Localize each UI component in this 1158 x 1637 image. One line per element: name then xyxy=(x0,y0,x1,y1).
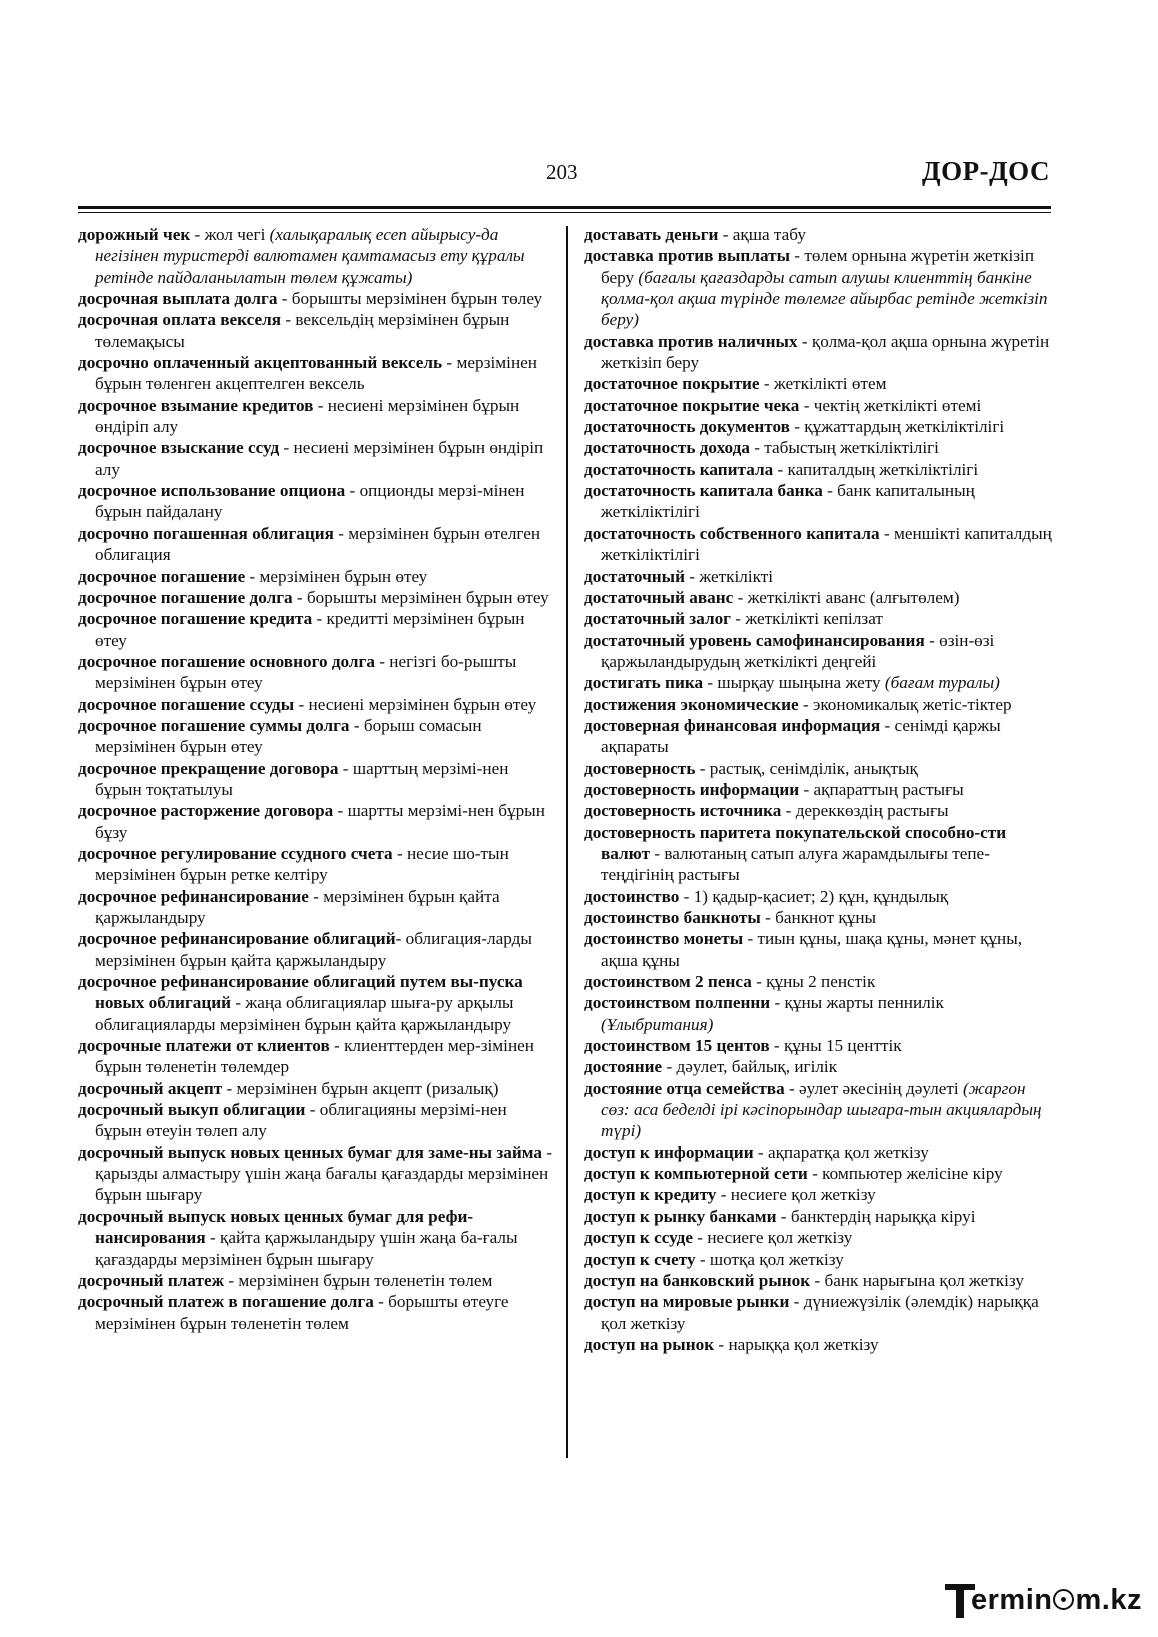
entry-definition: борышты мерзімінен бұрын өтеу xyxy=(306,587,549,607)
dictionary-entry xyxy=(584,608,1054,629)
entry-definition: қайта қаржыландыру үшін жаңа ба-ғалы қағаздарды мерзімінен бұрын шығару xyxy=(95,1228,518,1269)
entry-definition: сенімді қаржы ақпараты xyxy=(601,715,1001,757)
entry-definition: табыстың жеткіліктілігі xyxy=(764,438,939,458)
dictionary-entry xyxy=(78,309,552,352)
logo-text xyxy=(971,1584,1142,1617)
entry-term: достоинство xyxy=(584,886,680,906)
dictionary-entry xyxy=(584,1056,1054,1077)
entry-definition: шартты мерзімі-нен бұрын бұзу xyxy=(95,801,545,842)
entry-separator: - xyxy=(703,673,718,693)
entry-separator: - xyxy=(790,246,805,266)
entry-definition: несиеге қол жеткізу xyxy=(730,1185,876,1205)
dictionary-entry xyxy=(584,822,1054,886)
dictionary-entry xyxy=(584,779,1054,800)
entry-separator: - xyxy=(731,609,746,629)
entry-term: доступ к информации xyxy=(584,1142,754,1162)
entry-separator: - xyxy=(679,886,694,906)
entry-separator: - xyxy=(797,331,812,351)
entry-definition: растық, сенімділік, анықтық xyxy=(709,758,918,778)
entry-separator: - xyxy=(693,1228,708,1248)
dictionary-entry xyxy=(78,566,552,587)
entry-separator: - xyxy=(349,715,364,735)
entry-definition: мерзімінен бұрын төленген акцептелген вексель xyxy=(95,353,537,394)
entry-definition: дереккөздің растығы xyxy=(795,801,949,821)
entry-separator: - xyxy=(333,523,349,543)
entry-separator: - xyxy=(313,395,328,415)
entry-definition: дүниежүзілік (әлемдік) нарыққа қол жеткізу xyxy=(601,1292,1039,1333)
entry-term: досрочное рефинансирование облигаций путем вы-пуска новых облигаций xyxy=(78,972,523,1013)
entry-separator: - xyxy=(781,801,796,821)
entry-separator: - xyxy=(305,1100,320,1120)
entry-note: (бағам туралы) xyxy=(884,673,1000,693)
entry-separator: - xyxy=(338,758,353,778)
dictionary-entry xyxy=(584,245,1054,330)
entry-definition: құны 15 центтік xyxy=(783,1036,902,1056)
entry-separator: - xyxy=(770,993,785,1013)
entry-separator: - xyxy=(392,843,407,863)
entry-term: достоверность информации xyxy=(584,779,800,799)
entry-term: досрочный акцепт xyxy=(78,1078,223,1098)
left-column xyxy=(78,224,552,1334)
entry-definition: облигацияны мерзімі-нен бұрын өтеуін төлеп алу xyxy=(95,1100,507,1141)
entry-separator: - xyxy=(231,993,246,1013)
entry-definition: тиын құны, шақа құны, мәнет құны, ақша құны xyxy=(601,929,1023,970)
dictionary-entry xyxy=(78,694,552,715)
entry-definition: мерзімінен бұрын акцепт (ризалық) xyxy=(236,1078,499,1098)
entry-separator: - xyxy=(294,694,309,714)
dictionary-entry xyxy=(584,1291,1054,1334)
entry-term: доставка против выплаты xyxy=(584,246,790,266)
entry-term: дорожный чек xyxy=(78,225,191,244)
entry-separator: - xyxy=(312,609,327,629)
dictionary-entry xyxy=(584,1163,1054,1184)
entry-definition: экономикалық жетіс-тіктер xyxy=(812,694,1012,714)
dictionary-entry xyxy=(584,672,1054,693)
entry-separator: - xyxy=(880,715,895,735)
entry-separator: - xyxy=(292,587,307,607)
entry-separator: - xyxy=(773,459,788,479)
entry-term: досрочное погашение xyxy=(78,566,246,586)
entry-definition: несиені мерзімінен бұрын өндіріп алу xyxy=(95,438,544,479)
entry-separator: - xyxy=(695,758,710,778)
dictionary-entry xyxy=(584,971,1054,992)
entry-separator: - xyxy=(718,225,733,244)
entry-definition: дәулет, байлық, игілік xyxy=(676,1057,838,1077)
entry-definition: шырқау шыңына жету xyxy=(717,673,885,693)
dictionary-entry xyxy=(584,1206,1054,1227)
entry-term: досрочное погашение ссуды xyxy=(78,694,295,714)
column-divider xyxy=(566,226,568,1458)
dictionary-entry xyxy=(78,608,552,651)
page-number: 203 xyxy=(546,160,578,184)
entry-term: достоинством полпенни xyxy=(584,993,771,1013)
dictionary-entry xyxy=(78,352,552,395)
dictionary-entry xyxy=(584,480,1054,523)
entry-definition: ақша табу xyxy=(732,225,806,244)
dictionary-entry xyxy=(584,373,1054,394)
dictionary-entry xyxy=(584,694,1054,715)
dictionary-entry xyxy=(584,1035,1054,1056)
entry-separator: - xyxy=(650,843,665,863)
dictionary-entry xyxy=(78,1142,552,1206)
entry-term: досрочное рефинансирование облигаций xyxy=(78,929,396,949)
entry-term: досрочная оплата векселя xyxy=(78,310,282,330)
right-column xyxy=(584,224,1054,1355)
entry-term: достоинством 2 пенса xyxy=(584,972,752,992)
entry-term: доступ к рынку банками xyxy=(584,1206,777,1226)
entry-term: досрочное регулирование ссудного счета xyxy=(78,843,393,863)
site-logo[interactable] xyxy=(945,1578,1145,1628)
entry-separator: - xyxy=(395,929,406,949)
entry-definition: өзін-өзі қаржыландырудың жеткілікті деңгейі xyxy=(601,630,995,671)
entry-separator: - xyxy=(759,374,774,394)
dictionary-entry xyxy=(584,395,1054,416)
entry-separator: - xyxy=(374,651,390,671)
dictionary-entry xyxy=(78,1099,552,1142)
dictionary-entry xyxy=(584,758,1054,779)
dictionary-entry xyxy=(78,928,552,971)
dictionary-entry xyxy=(584,1142,1054,1163)
dictionary-entry xyxy=(78,480,552,523)
entry-separator: - xyxy=(662,1057,677,1077)
entry-definition: несиені мерзімінен бұрын өтеу xyxy=(308,694,537,714)
dictionary-entry xyxy=(78,1206,552,1270)
dictionary-entry xyxy=(78,288,552,309)
dictionary-entry xyxy=(584,523,1054,566)
entry-term: достаточность дохода xyxy=(584,438,750,458)
entry-separator: - xyxy=(245,566,260,586)
entry-separator: - xyxy=(716,1185,731,1205)
dictionary-entry xyxy=(584,800,1054,821)
dictionary-entry xyxy=(584,715,1054,758)
dictionary-entry xyxy=(584,224,1054,245)
entry-note: (жаргон сөз: аса беделді ірі кәсіпорындар шығара-тын акциялардың түрі) xyxy=(601,1078,1042,1141)
entry-term: достаточное покрытие чека xyxy=(584,395,800,415)
entry-separator: - xyxy=(685,566,700,586)
dictionary-entry xyxy=(584,437,1054,458)
entry-definition: мерзімінен бұрын өтелген облигация xyxy=(95,523,541,565)
dictionary-entry xyxy=(584,566,1054,587)
dictionary-entry xyxy=(78,523,552,566)
entry-separator: - xyxy=(205,1228,220,1248)
dictionary-entry xyxy=(78,715,552,758)
entry-term: досрочное взымание кредитов xyxy=(78,395,314,415)
entry-separator: - xyxy=(879,523,894,543)
entry-separator: - xyxy=(277,289,292,309)
dictionary-entry xyxy=(584,1227,1054,1248)
entry-definition: әулет әкесінің дәулеті xyxy=(799,1078,963,1098)
entry-term: достаточность капитала банка xyxy=(584,481,823,501)
entry-definition: жол чегі xyxy=(204,225,270,244)
entry-term: досрочное погашение кредита xyxy=(78,609,313,629)
dictionary-entry xyxy=(78,1035,552,1078)
entry-term: доступ на мировые рынки xyxy=(584,1292,790,1312)
dictionary-entry xyxy=(78,1291,552,1334)
entry-term: досрочный платеж xyxy=(78,1270,225,1290)
entry-term: досрочное погашение суммы долга xyxy=(78,715,350,735)
entry-definition: ақпараттың растығы xyxy=(813,779,964,799)
entry-term: доступ к ссуде xyxy=(584,1228,693,1248)
entry-term: досрочное прекращение договора xyxy=(78,758,339,778)
entry-term: досрочное расторжение договора xyxy=(78,801,334,821)
entry-term: досрочный выпуск новых ценных бумаг для заме-ны займа xyxy=(78,1142,542,1162)
entry-term: достаточность капитала xyxy=(584,459,774,479)
entry-separator: - xyxy=(714,1334,729,1354)
entry-definition: валютаның сатып алуға жарамдылығы тепе-теңдігінің растығы xyxy=(601,843,990,885)
entry-definition: кредитті мерзімінен бұрын өтеу xyxy=(95,609,525,650)
entry-separator: - xyxy=(924,630,940,650)
header-rule xyxy=(78,206,1051,209)
entry-definition: облигация-ларды мерзімінен бұрын қайта қаржыландыру xyxy=(95,929,532,970)
entry-term: досрочные платежи от клиентов xyxy=(78,1036,330,1056)
entry-separator: - xyxy=(799,395,814,415)
entry-separator: - xyxy=(789,417,805,437)
dictionary-entry xyxy=(584,1270,1054,1291)
entry-definition: несиеге қол жеткізу xyxy=(707,1228,853,1248)
entry-term: достоинство банкноты xyxy=(584,908,761,927)
entry-term: досрочное взыскание ссуд xyxy=(78,438,280,458)
dictionary-entry xyxy=(584,1184,1054,1205)
entry-definition: мерзімінен бұрын төленетін төлем xyxy=(238,1270,493,1290)
entry-definition: төлем орнына жүретін жеткізіп беру xyxy=(601,246,1035,287)
dictionary-entry xyxy=(584,416,1054,437)
dictionary-entry xyxy=(584,331,1054,374)
entry-term: доставка против наличных xyxy=(584,331,798,351)
entry-definition: нарыққа қол жеткізу xyxy=(728,1334,879,1354)
entry-definition: опционды мерзі-мінен бұрын пайдалану xyxy=(95,481,525,522)
entry-definition: мерзімінен бұрын қайта қаржыландыру xyxy=(95,886,500,927)
entry-term: доступ к счету xyxy=(584,1249,696,1269)
entry-definition: жаңа облигациялар шыға-ру арқылы облигацияларды мерзімінен бұрын қайта қаржыландыру xyxy=(95,993,514,1034)
entry-definition: несиені мерзімінен бұрын өндіріп алу xyxy=(95,395,520,437)
entry-separator: - xyxy=(743,929,758,949)
entry-separator: - xyxy=(769,1036,784,1056)
entry-separator: - xyxy=(776,1206,791,1226)
entry-definition: ақпаратқа қол жеткізу xyxy=(767,1142,929,1162)
dictionary-entry xyxy=(584,587,1054,608)
running-head: ДОР-ДОС xyxy=(922,156,1050,186)
entry-definition: меншікті капиталдың жеткіліктілігі xyxy=(601,523,1052,565)
entry-term: доступ к кредиту xyxy=(584,1185,717,1205)
entry-note: (халықаралық есеп айырысу-да негізінен туристерді валютамен қамтамасыз ету құралы ретінде пайдаланылатын төлем құжаты) xyxy=(95,225,525,287)
dictionary-entry xyxy=(584,886,1054,907)
entry-definition: құны жарты пеннилік xyxy=(784,993,944,1013)
entry-separator: - xyxy=(281,310,296,330)
entry-definition: жеткілікті xyxy=(699,566,774,586)
dictionary-entry xyxy=(584,928,1054,971)
dictionary-entry xyxy=(78,587,552,608)
entry-separator: - xyxy=(760,908,776,927)
entry-separator: - xyxy=(442,353,457,373)
entry-definition: жеткілікті өтем xyxy=(773,374,887,394)
dictionary-entry xyxy=(584,1249,1054,1270)
entry-term: досрочный выпуск новых ценных бумаг для рефи-нансирования xyxy=(78,1206,474,1248)
entry-definition: мерзімінен бұрын өтеу xyxy=(259,566,428,586)
entry-separator: - xyxy=(799,779,814,799)
entry-term: достаточность собственного капитала xyxy=(584,523,880,543)
entry-separator: - xyxy=(733,587,748,607)
entry-term: досрочно погашенная облигация xyxy=(78,523,334,543)
entry-term: достаточное покрытие xyxy=(584,374,760,394)
entry-separator: - xyxy=(751,972,767,992)
entry-term: достижения экономические xyxy=(584,694,799,714)
entry-term: достаточный уровень самофинансирования xyxy=(584,630,925,650)
entry-term: достигать пика xyxy=(584,673,704,693)
entry-definition: банкнот құны xyxy=(775,908,877,927)
entry-term: достоинством 15 центов xyxy=(584,1036,770,1056)
entry-definition: борышты мерзімінен бұрын төлеу xyxy=(291,289,543,309)
entry-separator: - xyxy=(807,1164,823,1184)
logo-o-icon xyxy=(1053,1589,1074,1610)
entry-separator: - xyxy=(784,1078,800,1098)
entry-separator: - xyxy=(333,801,348,821)
entry-term: доступ к компьютерной сети xyxy=(584,1164,808,1184)
dictionary-entry xyxy=(78,758,552,801)
dictionary-entry xyxy=(78,224,552,288)
entry-term: досрочный платеж в погашение долга xyxy=(78,1292,374,1312)
dictionary-entry xyxy=(584,907,1054,928)
entry-separator: - xyxy=(329,1036,345,1056)
entry-term: достояние xyxy=(584,1057,663,1077)
dictionary-entry xyxy=(584,1334,1054,1355)
entry-term: достоверность паритета покупательской способно-сти валют xyxy=(584,822,1007,863)
entry-separator: - xyxy=(789,1292,804,1312)
dictionary-entry xyxy=(78,971,552,1035)
entry-term: достаточный xyxy=(584,566,686,586)
entry-term: досрочное рефинансирование xyxy=(78,886,309,906)
entry-term: досрочное погашение долга xyxy=(78,587,293,607)
dictionary-entry xyxy=(78,843,552,886)
entry-definition: банк капиталының жеткіліктілігі xyxy=(601,481,975,522)
entry-definition: жеткілікті аванс (алғытөлем) xyxy=(747,587,960,607)
entry-separator: - xyxy=(749,438,765,458)
entry-separator: - xyxy=(753,1142,768,1162)
dictionary-entry xyxy=(78,1270,552,1291)
entry-definition: қолма-қол ақша орнына жүретін жеткізіп беру xyxy=(601,331,1050,373)
entry-separator: - xyxy=(224,1270,239,1290)
entry-term: достоинство монеты xyxy=(584,929,744,949)
entry-term: доступ на рынок xyxy=(584,1334,715,1354)
entry-definition: жеткілікті кепілзат xyxy=(745,609,883,629)
entry-definition: негізгі бо-рышты мерзімінен бұрын өтеу xyxy=(95,651,517,693)
entry-separator: - xyxy=(308,886,324,906)
entry-note: (Ұлыбритания) xyxy=(601,1014,714,1034)
dictionary-entry xyxy=(584,630,1054,673)
entry-definition: несие шо-тын мерзімінен бұрын ретке келтіру xyxy=(95,843,509,885)
dictionary-entry xyxy=(584,459,1054,480)
entry-separator: - xyxy=(345,481,360,501)
entry-definition: борышты өтеуге мерзімінен бұрын төленетін төлем xyxy=(95,1292,509,1333)
dictionary-entry xyxy=(78,1078,552,1099)
dictionary-entry xyxy=(78,886,552,929)
entry-separator: - xyxy=(695,1249,710,1269)
entry-definition: қарызды алмастыру үшін жаңа бағалы қағаздарды мерзімінен бұрын шығару xyxy=(95,1164,549,1205)
entry-definition: капиталдың жеткіліктілігі xyxy=(787,459,979,479)
entry-definition: шарттың мерзімі-нен бұрын тоқтатылуы xyxy=(95,758,509,799)
dictionary-entry xyxy=(78,651,552,694)
entry-term: достоверная финансовая информация xyxy=(584,715,881,735)
entry-separator: - xyxy=(798,694,813,714)
entry-definition: компьютер желісіне кіру xyxy=(822,1164,1003,1184)
entry-separator: - xyxy=(279,438,294,458)
entry-definition: банк нарығына қол жеткізу xyxy=(824,1270,1024,1290)
entry-term: досрочный выкуп облигации xyxy=(78,1100,306,1120)
entry-definition: банктердің нарыққа кіруі xyxy=(790,1206,976,1226)
entry-definition: вексельдің мерзімінен бұрын төлемақысы xyxy=(95,310,510,351)
entry-note: (бағалы қағаздарды сатып алушы клиенттің банкіне қолма-қол ақша түрінде төлемге айырбас ретінде жеткізіп беру) xyxy=(601,267,1048,330)
entry-term: досрочно оплаченный акцептованный вексель xyxy=(78,353,443,373)
entry-separator: - xyxy=(222,1078,237,1098)
entry-definition: чектің жеткілікті өтемі xyxy=(813,395,982,415)
entry-definition: құны 2 пенстік xyxy=(766,972,876,992)
entry-term: достаточность документов xyxy=(584,417,790,437)
dictionary-entry xyxy=(78,800,552,843)
dictionary-entry xyxy=(78,437,552,480)
entry-definition: 1) қадыр-қасиет; 2) құн, құндылық xyxy=(693,886,949,906)
entry-definition: клиенттерден мер-зімінен бұрын төленетін төлемдер xyxy=(95,1036,534,1077)
dictionary-entry xyxy=(584,1078,1054,1142)
logo-text-right: m.kz xyxy=(1075,1584,1142,1616)
entry-separator: - xyxy=(810,1270,825,1290)
header-rule-thin xyxy=(78,212,1051,213)
entry-separator: - xyxy=(541,1142,552,1162)
entry-term: досрочное погашение основного долга xyxy=(78,651,375,671)
entry-term: достоверность источника xyxy=(584,801,782,821)
dictionary-entry xyxy=(78,395,552,438)
logo-text-left: ermin xyxy=(971,1584,1053,1616)
entry-term: достаточный залог xyxy=(584,609,731,629)
entry-term: достаточный аванс xyxy=(584,587,734,607)
entry-separator: - xyxy=(822,481,838,501)
entry-separator: - xyxy=(373,1292,389,1312)
entry-term: достояние отца семейства xyxy=(584,1078,785,1098)
entry-separator: - xyxy=(190,225,205,244)
entry-term: достоверность xyxy=(584,758,696,778)
entry-term: доставать деньги xyxy=(584,225,719,244)
entry-term: досрочная выплата долга xyxy=(78,289,278,309)
dictionary-entry xyxy=(584,992,1054,1035)
entry-definition: құжаттардың жеткіліктілігі xyxy=(804,417,1005,437)
entry-term: досрочное использование опциона xyxy=(78,481,346,501)
entry-definition: шотқа қол жеткізу xyxy=(709,1249,844,1269)
entry-term: доступ на банковский рынок xyxy=(584,1270,811,1290)
entry-definition: борыш сомасын мерзімінен бұрын өтеу xyxy=(95,715,482,757)
